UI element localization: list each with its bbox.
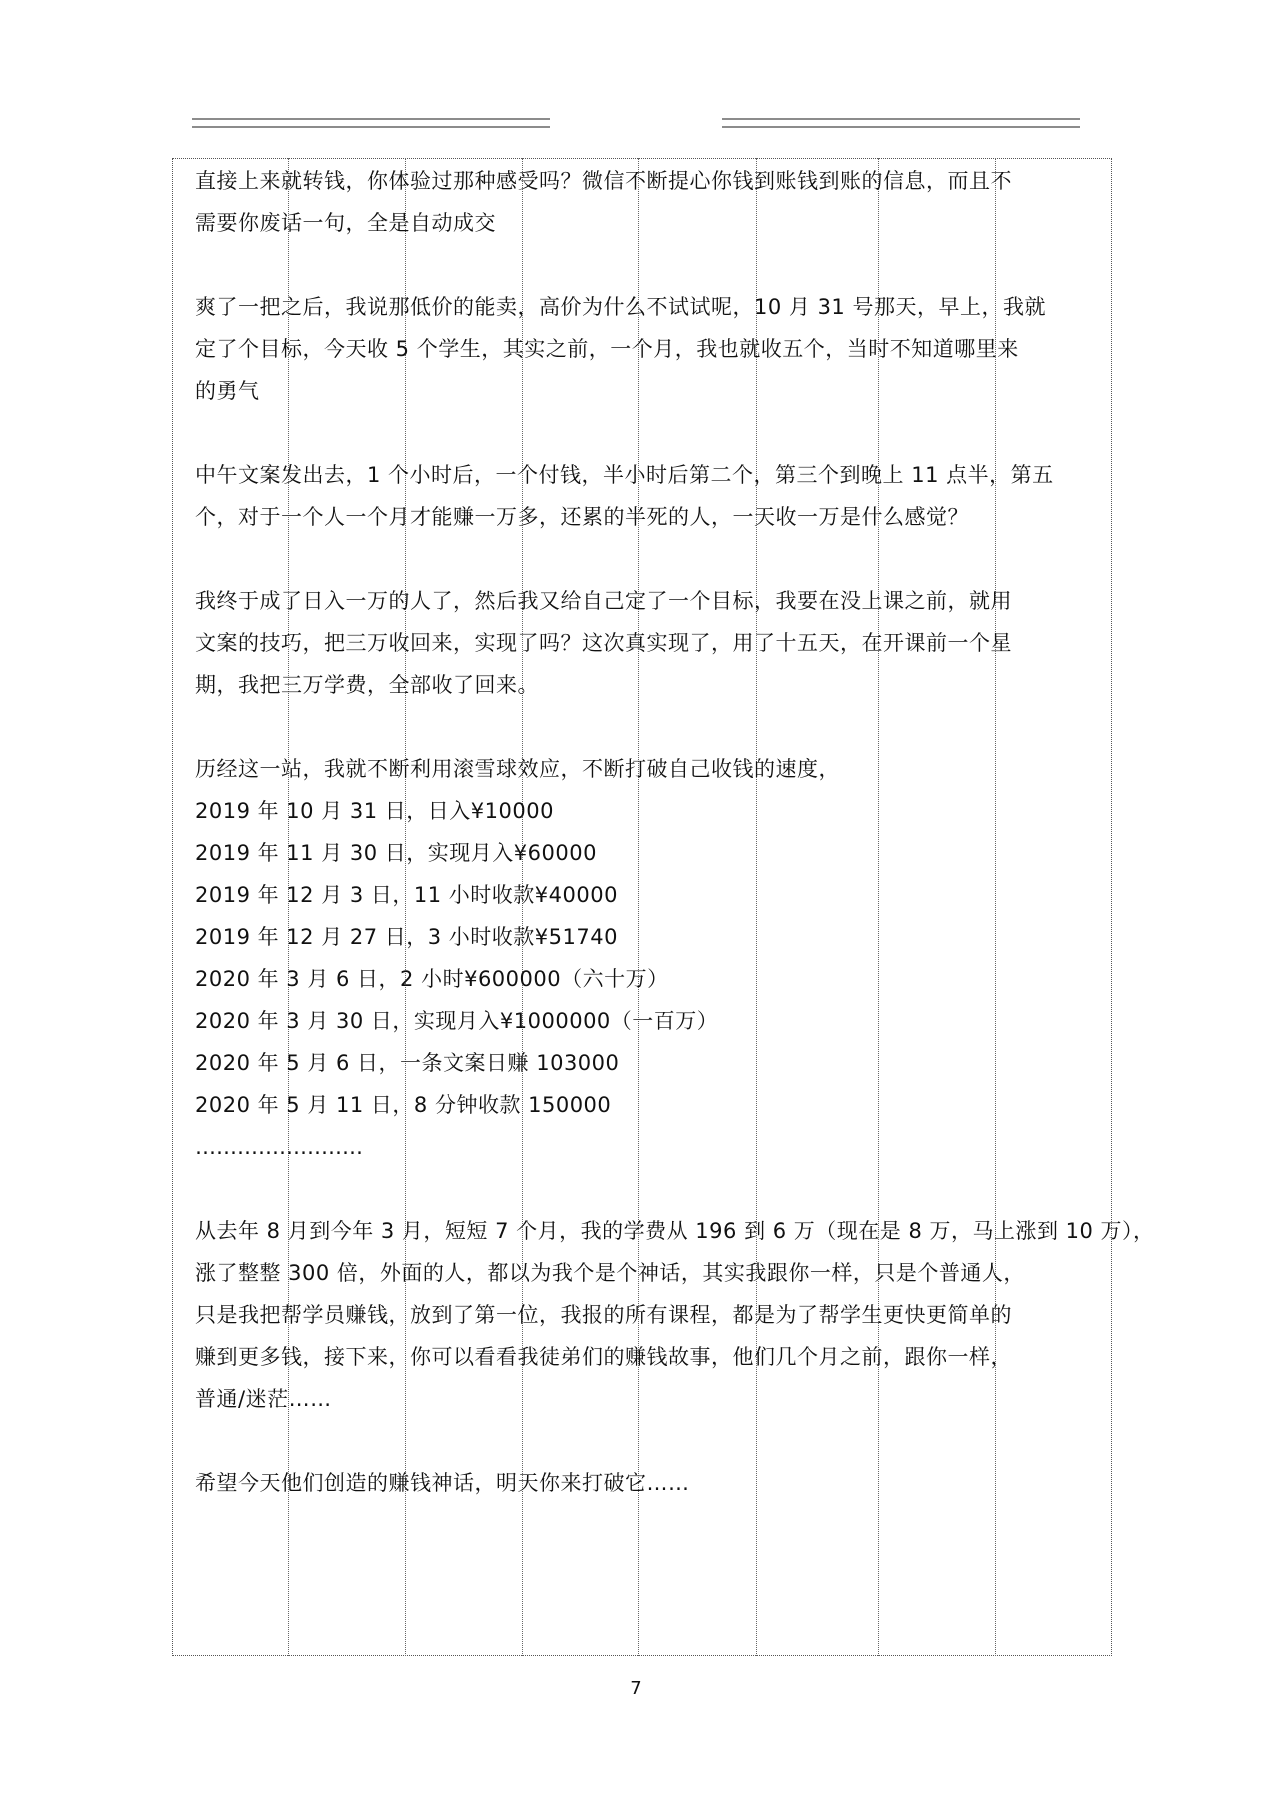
paragraph	[195, 580, 1095, 706]
paragraph-line: 涨了整整 300 倍，外面的人，都以为我个是个神话，其实我跟你一样，只是个普通人，	[195, 1261, 1025, 1285]
paragraph-line: 个，对于一个人一个月才能赚一万多，还累的半死的人，一天收一万是什么感觉？	[195, 505, 969, 529]
top-paragraphs	[195, 160, 1095, 706]
timeline-entry: 2020 年 5 月 6 日，一条文案日赚 103000	[195, 1051, 620, 1075]
timeline-entry: 2019 年 12 月 3 日，11 小时收款¥40000	[195, 883, 618, 907]
paragraph-line: 只是我把帮学员赚钱，放到了第一位，我报的所有课程，都是为了帮学生更快更简单的	[195, 1303, 1012, 1327]
paragraph-line: 直接上来就转钱，你体验过那种感受吗？微信不断提心你钱到账钱到账的信息，而且不	[195, 169, 1012, 193]
paragraph-line: 希望今天他们创造的赚钱神话，明天你来打破它……	[195, 1471, 690, 1495]
paragraph	[195, 160, 1095, 244]
paragraph-line: 期，我把三万学费，全部收了回来。	[195, 673, 539, 697]
paragraph-line: 赚到更多钱，接下来，你可以看看我徒弟们的赚钱故事，他们几个月之前，跟你一样，	[195, 1345, 1012, 1369]
timeline-entry: 2020 年 3 月 6 日，2 小时¥600000（六十万）	[195, 967, 669, 991]
paragraph	[195, 1462, 1095, 1504]
paragraph-line: 中午文案发出去，1 个小时后，一个付钱，半小时后第二个，第三个到晚上 11 点半，第五	[195, 463, 1054, 487]
paragraph-line: 我终于成了日入一万的人了，然后我又给自己定了一个目标，我要在没上课之前，就用	[195, 589, 1012, 613]
paragraph	[195, 454, 1095, 538]
timeline-entries	[195, 790, 1095, 1126]
paragraph	[195, 286, 1095, 412]
header-rule-left	[192, 118, 550, 128]
paragraph-line: 普通/迷茫……	[195, 1387, 332, 1411]
bottom-paragraphs	[195, 1210, 1155, 1504]
timeline-entry: 2020 年 3 月 30 日，实现月入¥1000000（一百万）	[195, 1009, 719, 1033]
paragraph-line: 的勇气	[195, 379, 260, 403]
timeline-intro: 历经这一站，我就不断利用滚雪球效应，不断打破自己收钱的速度，	[195, 757, 840, 781]
timeline-entry: 2019 年 12 月 27 日，3 小时收款¥51740	[195, 925, 618, 949]
paragraph-line: 爽了一把之后，我说那低价的能卖，高价为什么不试试呢，10 月 31 号那天，早上，我就	[195, 295, 1046, 319]
timeline-entry: 2020 年 5 月 11 日，8 分钟收款 150000	[195, 1093, 612, 1117]
timeline-entry: 2019 年 10 月 31 日，日入¥10000	[195, 799, 554, 823]
paragraph	[195, 1210, 1155, 1420]
page-number: 7	[630, 1678, 642, 1699]
paragraph-line: 需要你废话一句，全是自动成交	[195, 211, 496, 235]
income-timeline	[195, 748, 1095, 1168]
paragraph-line: 从去年 8 月到今年 3 月，短短 7 个月，我的学费从 196 到 6 万（现在是 8 万，马上涨到 10 万），	[195, 1219, 1155, 1243]
document-body	[195, 160, 1155, 1546]
timeline-entry: 2019 年 11 月 30 日，实现月入¥60000	[195, 841, 597, 865]
header-rule-right	[722, 118, 1080, 128]
timeline-ellipsis: ……………………	[195, 1135, 363, 1159]
paragraph-line: 定了个目标，今天收 5 个学生，其实之前，一个月，我也就收五个，当时不知道哪里来	[195, 337, 1019, 361]
paragraph-line: 文案的技巧，把三万收回来，实现了吗？这次真实现了，用了十五天，在开课前一个星	[195, 631, 1012, 655]
